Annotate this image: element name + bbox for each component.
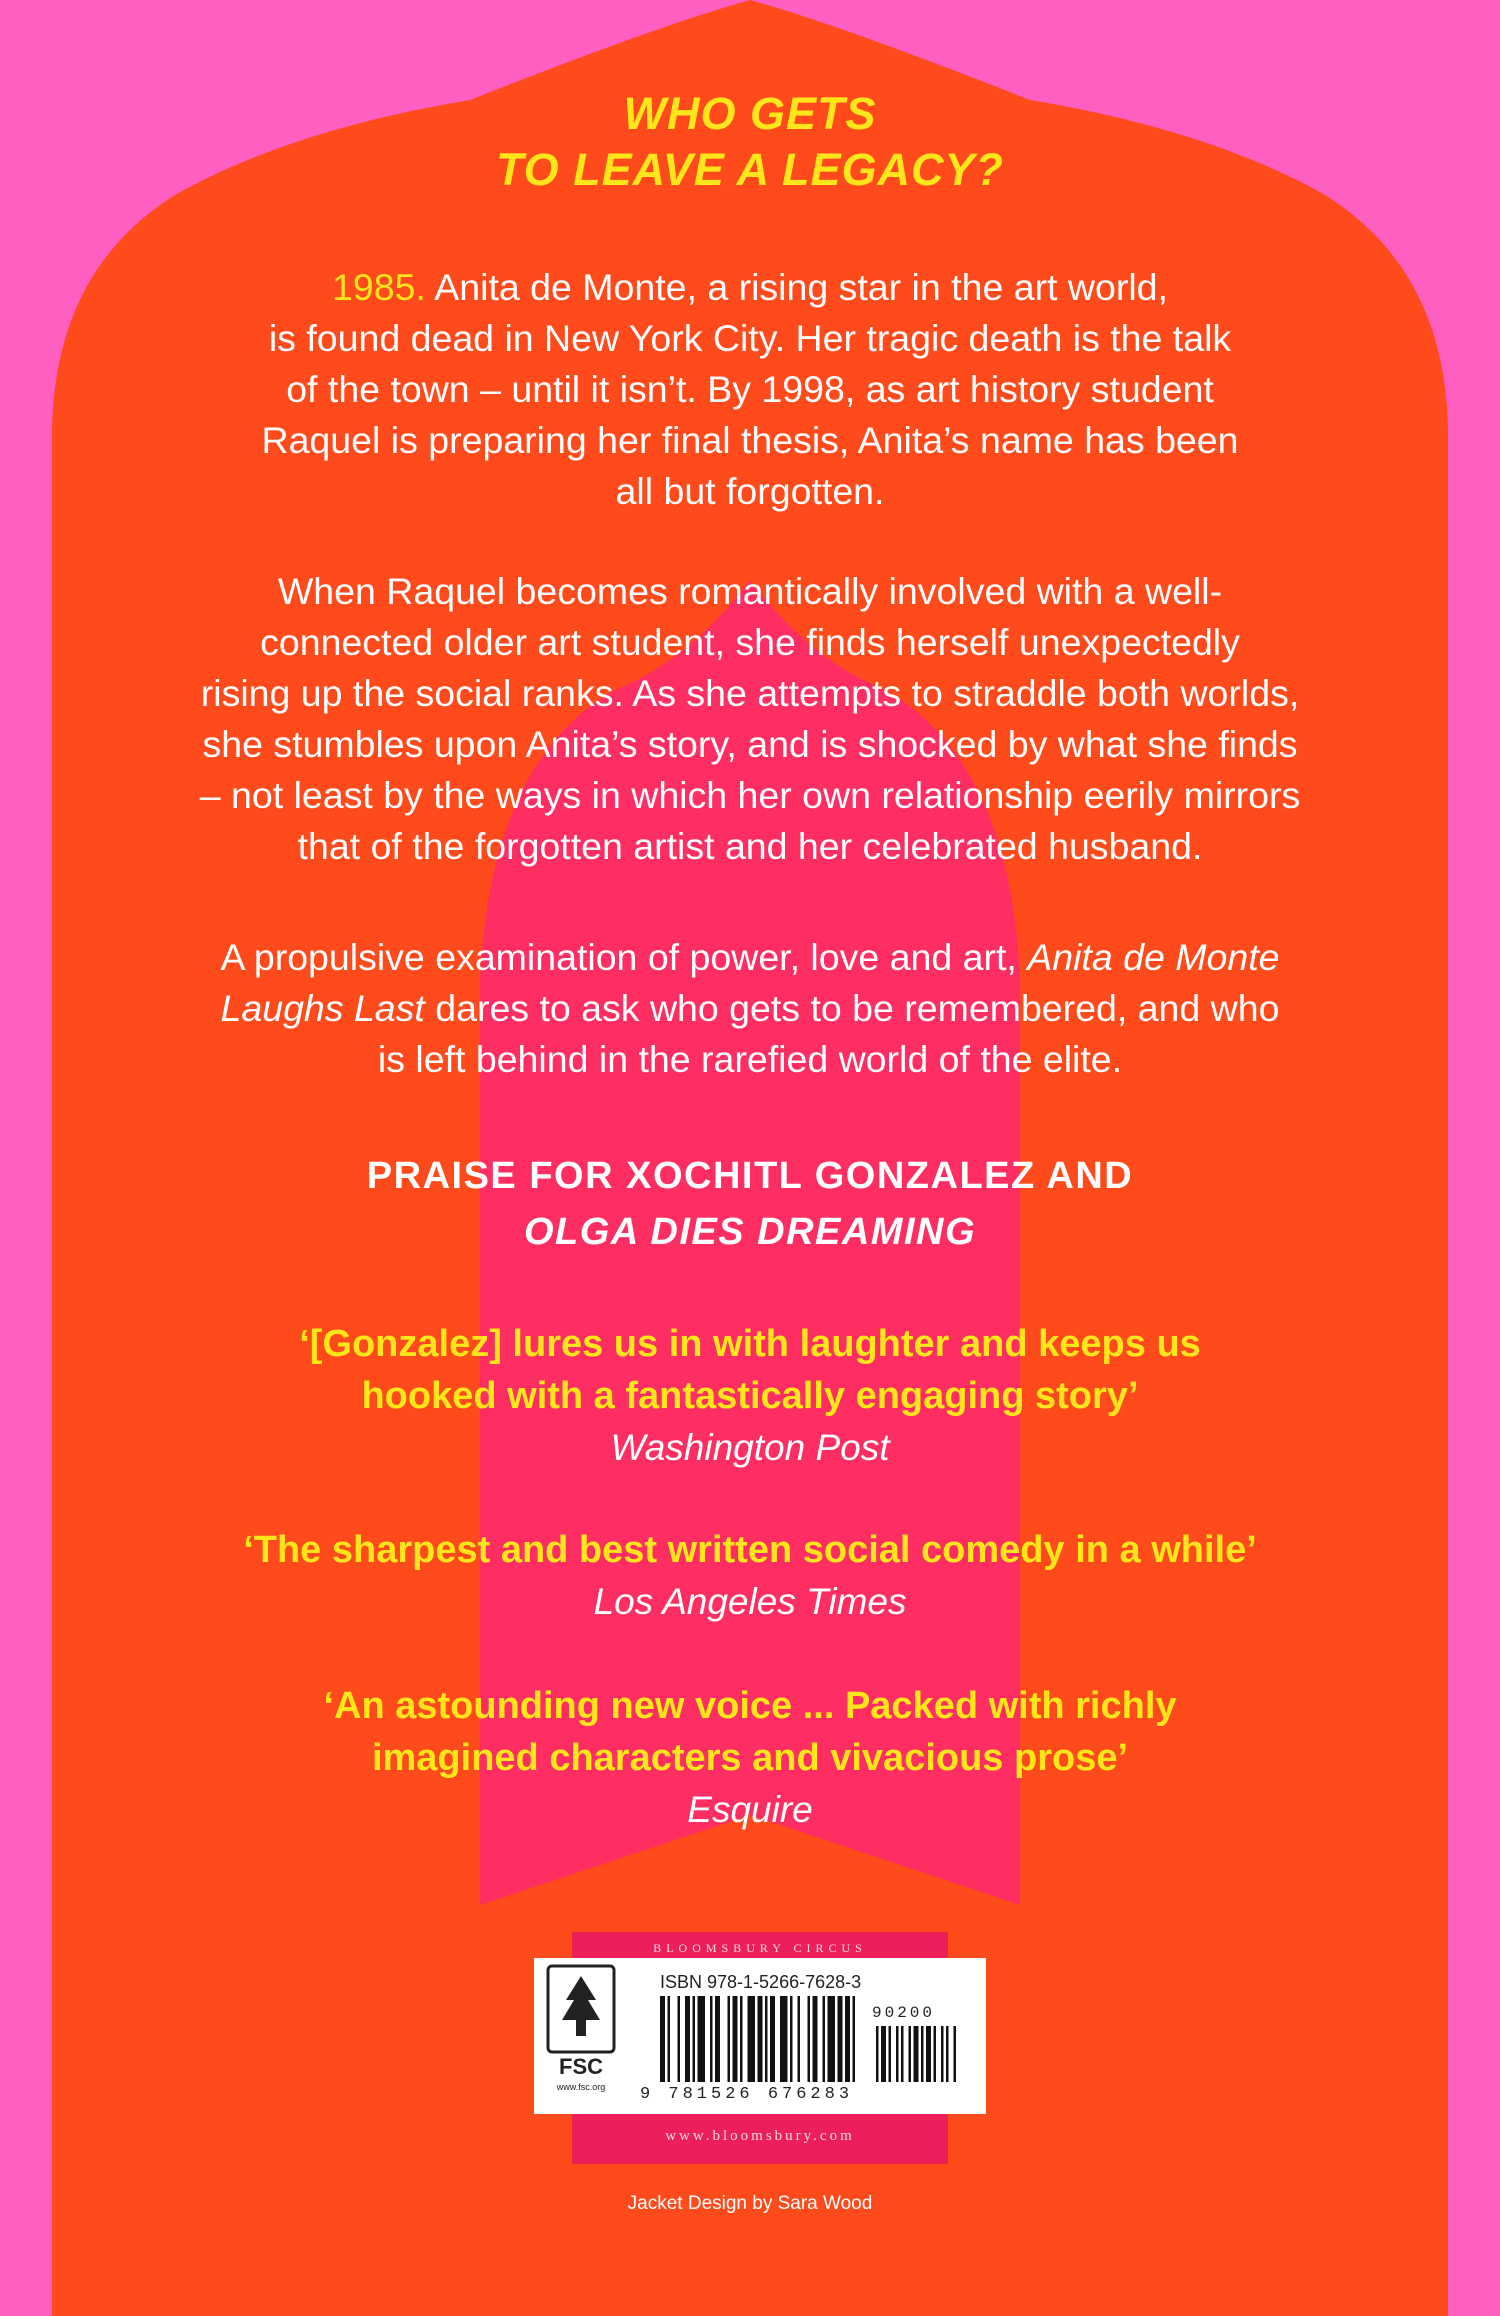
quote-text: ‘The sharpest and best written social comedy in a while’ bbox=[243, 1529, 1257, 1571]
barcode-bar bbox=[668, 1996, 671, 2082]
barcode-bar bbox=[954, 2026, 957, 2082]
blurb-text: is left behind in the rarefied world of the elite. bbox=[377, 1038, 1123, 1080]
barcode-bar bbox=[790, 1996, 793, 2082]
blurb-text: dares to ask who gets to be remembered, and who bbox=[424, 987, 1280, 1029]
quote-text: hooked with a fantastically engaging story’ bbox=[361, 1375, 1139, 1417]
barcode-bar bbox=[876, 2026, 879, 2082]
barcode-bar bbox=[881, 2026, 886, 2082]
blurb-text: – not least by the ways in which her own relationship eerily mirrors bbox=[199, 774, 1301, 816]
isbn-label: ISBN 978-1-5266-7628-3 bbox=[660, 1972, 862, 1992]
blurb-text: she stumbles upon Anita’s story, and is shocked by what she finds bbox=[202, 723, 1298, 765]
barcode-bar bbox=[765, 1996, 768, 2082]
blurb-text: of the town – until it isn’t. By 1998, as art history student bbox=[286, 368, 1214, 410]
publisher-url[interactable]: www.bloomsbury.com bbox=[665, 2128, 855, 2144]
blurb-text: Raquel is preparing her final thesis, Anita’s name has been bbox=[261, 419, 1239, 461]
price-code: 90200 bbox=[872, 2004, 936, 2022]
barcode-bar bbox=[798, 1996, 801, 2082]
headline-line-2: TO LEAVE A LEGACY? bbox=[495, 144, 1005, 195]
barcode-bar bbox=[934, 2026, 937, 2082]
barcode-bar bbox=[909, 2026, 912, 2082]
barcode-bar bbox=[926, 2026, 931, 2082]
review-quote-1 bbox=[0, 1318, 1500, 1474]
blurb-text: is found dead in New York City. Her tragic death is the talk bbox=[268, 317, 1232, 359]
barcode-bar bbox=[740, 1996, 743, 2082]
blurb-text: Anita de Monte, a rising star in the art world, bbox=[425, 266, 1168, 308]
barcode-bar bbox=[678, 1996, 681, 2082]
barcode-bar bbox=[838, 1996, 843, 2082]
fsc-label: FSC bbox=[559, 2054, 603, 2079]
blurb-paragraph-3 bbox=[0, 932, 1500, 1085]
quote-text: ‘[Gonzalez] lures us in with laughter and keeps us bbox=[299, 1323, 1201, 1365]
barcode-bar bbox=[660, 1996, 665, 2082]
barcode-bar bbox=[780, 1996, 788, 2082]
headline bbox=[0, 86, 1500, 198]
barcode-bar bbox=[941, 2026, 944, 2082]
barcode-bar bbox=[823, 1996, 826, 2082]
blurb-paragraph-2 bbox=[0, 566, 1500, 872]
barcode-bar bbox=[889, 2026, 892, 2082]
ean-digits: 9 781526 676283 bbox=[640, 2085, 854, 2104]
barcode-bar bbox=[921, 2026, 924, 2082]
barcode-bar bbox=[901, 2026, 904, 2082]
barcode-bar bbox=[733, 1996, 738, 2082]
quote-source: Esquire bbox=[687, 1789, 813, 1830]
blurb-paragraph-1 bbox=[0, 262, 1500, 517]
blurb-text: all but forgotten. bbox=[615, 470, 885, 512]
book-title: Laughs Last bbox=[220, 987, 425, 1029]
blurb-year: 1985. bbox=[332, 266, 426, 308]
blurb-text: that of the forgotten artist and her celebrated husband. bbox=[297, 825, 1203, 867]
barcode-bar bbox=[828, 1996, 836, 2082]
blurb-text: rising up the social ranks. As she attempts to straddle both worlds, bbox=[200, 672, 1300, 714]
review-quote-2 bbox=[0, 1524, 1500, 1628]
barcode-bar bbox=[715, 1996, 720, 2082]
barcode-bar bbox=[728, 1996, 731, 2082]
barcode-bar bbox=[758, 1996, 763, 2082]
barcode-bar bbox=[946, 2026, 949, 2082]
barcode-bar bbox=[770, 1996, 775, 2082]
review-quote-3 bbox=[0, 1680, 1500, 1836]
quote-text: ‘An astounding new voice ... Packed with richly bbox=[323, 1685, 1177, 1727]
quote-text: imagined characters and vivacious prose’ bbox=[371, 1737, 1129, 1779]
barcode-bar bbox=[698, 1996, 706, 2082]
barcode-bar bbox=[808, 1996, 811, 2082]
book-title: Anita de Monte bbox=[1027, 936, 1280, 978]
blurb-text: connected older art student, she finds herself unexpectedly bbox=[260, 621, 1240, 663]
jacket-credit: Jacket Design by Sara Wood bbox=[627, 2193, 873, 2214]
barcode-bar bbox=[710, 1996, 713, 2082]
publisher-name: BLOOMSBURY CIRCUS bbox=[653, 1941, 867, 1955]
barcode-bar bbox=[693, 1996, 696, 2082]
headline-line-1: WHO GETS bbox=[623, 88, 877, 139]
barcode-bar bbox=[748, 1996, 756, 2082]
barcode-bar bbox=[853, 1996, 856, 2082]
barcode-bar bbox=[813, 1996, 818, 2082]
blurb-text: A propulsive examination of power, love and art, bbox=[220, 936, 1028, 978]
quote-source: Washington Post bbox=[610, 1427, 890, 1468]
barcode-bar bbox=[845, 1996, 850, 2082]
praise-heading-line-1: PRAISE FOR XOCHITL GONZALEZ AND bbox=[366, 1155, 1134, 1197]
barcode-bar bbox=[896, 2026, 899, 2082]
praise-heading bbox=[0, 1148, 1500, 1260]
fsc-url: www.fsc.org bbox=[556, 2082, 606, 2092]
quote-source: Los Angeles Times bbox=[593, 1581, 907, 1622]
blurb-text: When Raquel becomes romantically involved with a well- bbox=[277, 570, 1223, 612]
praise-heading-title: OLGA DIES DREAMING bbox=[523, 1211, 977, 1253]
barcode-bar bbox=[685, 1996, 690, 2082]
barcode-bar bbox=[914, 2026, 919, 2082]
